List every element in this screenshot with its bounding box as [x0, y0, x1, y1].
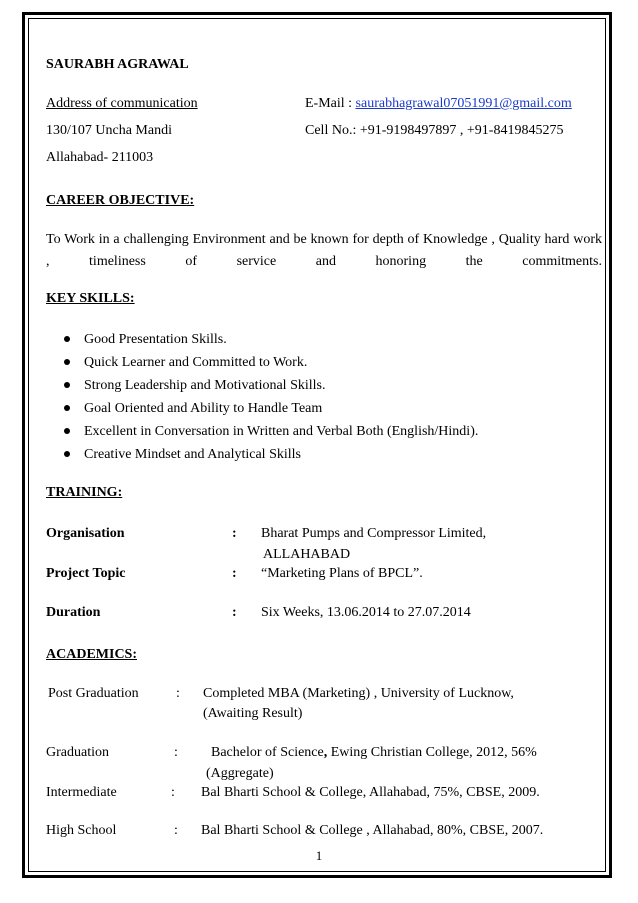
academics-label-graduation: Graduation [46, 745, 109, 760]
page-number: 1 [315, 848, 323, 863]
training-separator: : [232, 566, 237, 581]
address-label: Address of communication [46, 96, 198, 111]
academics-value-post-graduation: Completed MBA (Marketing) , University of Lucknow, [203, 686, 514, 701]
academics-value-intermediate: Bal Bharti School & College, Allahabad, 75%, CBSE, 2009. [201, 785, 540, 800]
training-value-organisation: Bharat Pumps and Compressor Limited, [261, 526, 487, 541]
academics-value-graduation: Bachelor of Science, Ewing Christian College, 2012, 56% [211, 745, 537, 760]
academics-separator: : [174, 823, 178, 838]
list-item: Creative Mindset and Analytical Skills [46, 443, 478, 466]
bullet-icon [64, 428, 70, 434]
candidate-name: SAURABH AGRAWAL [46, 57, 189, 72]
training-separator: : [232, 526, 237, 541]
bullet-icon [64, 359, 70, 365]
bullet-icon [64, 336, 70, 342]
list-item: Quick Learner and Committed to Work. [46, 351, 478, 374]
list-item: Strong Leadership and Motivational Skills. [46, 374, 478, 397]
bullet-icon [64, 382, 70, 388]
bullet-icon [64, 405, 70, 411]
bullet-icon [64, 451, 70, 457]
email-label: E-Mail : [305, 96, 356, 111]
training-separator: : [232, 605, 237, 620]
cell-number: Cell No.: +91-9198497897 , +91-8419845275 [305, 123, 564, 138]
academics-separator: : [174, 745, 178, 760]
training-heading: TRAINING: [46, 485, 123, 500]
academics-value-high-school: Bal Bharti School & College , Allahabad, 80%, CBSE, 2007. [201, 823, 544, 838]
training-label-organisation: Organisation [46, 526, 125, 541]
academics-separator: : [171, 785, 175, 800]
training-label-duration: Duration [46, 605, 101, 620]
academics-value-post-graduation-line2: (Awaiting Result) [203, 706, 303, 721]
key-skills-list [46, 328, 478, 466]
list-item: Goal Oriented and Ability to Handle Team [46, 397, 478, 420]
academics-label-intermediate: Intermediate [46, 785, 117, 800]
academics-separator: : [176, 686, 180, 701]
training-label-project-topic: Project Topic [46, 566, 126, 581]
training-value-organisation-line2: ALLAHABAD [263, 547, 351, 562]
list-item: Good Presentation Skills. [46, 328, 478, 351]
key-skills-heading: KEY SKILLS: [46, 291, 135, 306]
email-link[interactable]: saurabhagrawal07051991@gmail.com [355, 96, 572, 111]
address-line-2: Allahabad- 211003 [46, 150, 154, 165]
academics-label-high-school: High School [46, 823, 117, 838]
training-value-project-topic: “Marketing Plans of BPCL”. [261, 566, 423, 581]
academics-label-post-graduation: Post Graduation [48, 686, 139, 701]
training-value-duration: Six Weeks, 13.06.2014 to 27.07.2014 [261, 605, 471, 620]
academics-heading: ACADEMICS: [46, 647, 137, 662]
career-objective-heading: CAREER OBJECTIVE: [46, 193, 195, 208]
address-line-1: 130/107 Uncha Mandi [46, 123, 172, 138]
career-objective-text: To Work in a challenging Environment and be known for depth of Knowledge , Quality hard work , timeliness of service and honoring the commitments. [46, 232, 602, 269]
email-line [305, 95, 572, 113]
academics-value-graduation-line2: (Aggregate) [206, 766, 274, 781]
list-item: Excellent in Conversation in Written and Verbal Both (English/Hindi). [46, 420, 478, 443]
